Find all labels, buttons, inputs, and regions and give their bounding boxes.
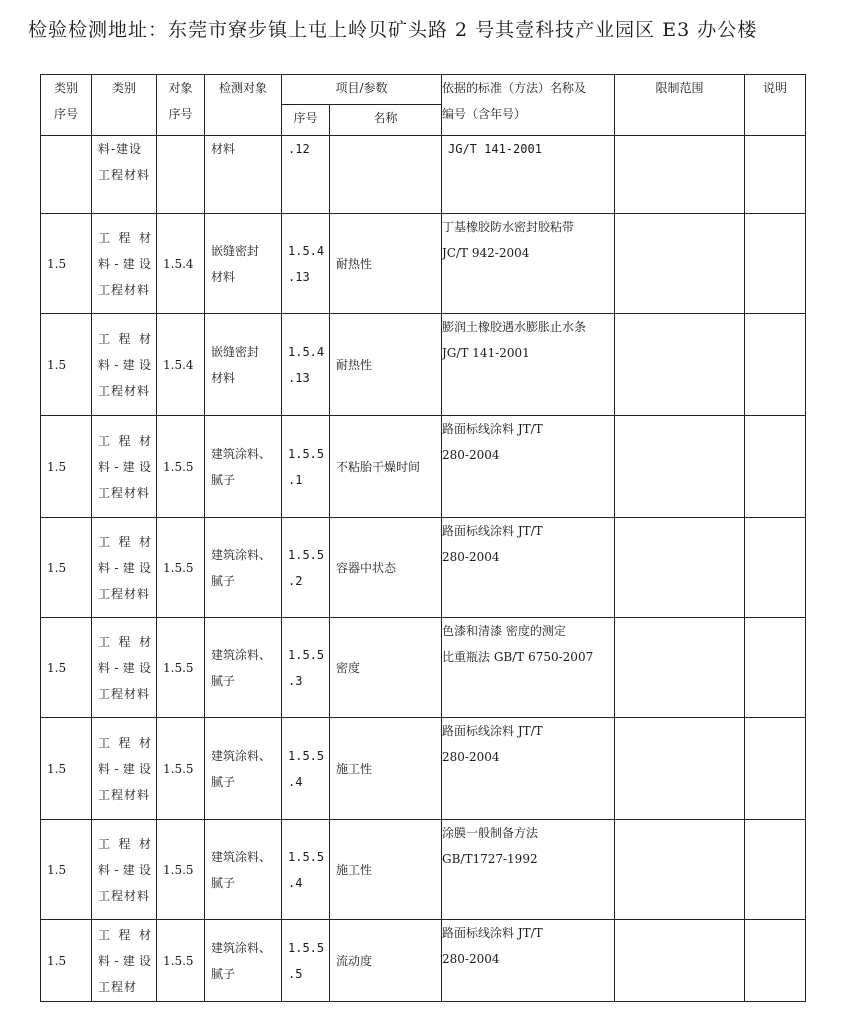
table-row xyxy=(41,618,806,718)
cell-limit xyxy=(615,518,745,618)
cell-note xyxy=(745,416,806,518)
cell-cat-seq: 1.5 xyxy=(41,820,92,920)
cell-limit xyxy=(615,718,745,820)
header-object: 检测对象 xyxy=(205,75,282,136)
cell-item-name: 容器中状态 xyxy=(330,518,442,618)
cell-standard: 路面标线涂料 JT/T 280-2004 xyxy=(442,416,615,518)
page-header-address: 检验检测地址：东莞市寮步镇上屯上岭贝矿头路 2 号其壹科技产业园区 E3 办公楼 xyxy=(28,19,758,41)
header-obj-seq: 对象 序号 xyxy=(157,75,205,136)
cell-category: 工程材料-建设工程材料 xyxy=(92,416,157,518)
cell-cat-seq: 1.5 xyxy=(41,718,92,820)
cell-cat-seq: 1.5 xyxy=(41,416,92,518)
cell-note xyxy=(745,718,806,820)
cell-obj-seq: 1.5.4 xyxy=(157,214,205,314)
cell-note xyxy=(745,820,806,920)
cell-limit xyxy=(615,920,745,1002)
table-row xyxy=(41,518,806,618)
cell-cat-seq: 1.5 xyxy=(41,518,92,618)
cell-object: 建筑涂料、 腻子 xyxy=(205,718,282,820)
cell-note xyxy=(745,920,806,1002)
cell-item-name: 不粘胎干燥时间 xyxy=(330,416,442,518)
header-cat-seq: 类别 序号 xyxy=(41,75,92,136)
cell-limit xyxy=(615,136,745,214)
cell-category: 工程材料-建设工程材料 xyxy=(92,618,157,718)
cell-standard: 涂膜一般制备方法 GB/T1727-1992 xyxy=(442,820,615,920)
cell-limit xyxy=(615,214,745,314)
cell-standard: 丁基橡胶防水密封胶粘带 JC/T 942-2004 xyxy=(442,214,615,314)
cell-object: 建筑涂料、 腻子 xyxy=(205,920,282,1002)
cell-obj-seq: 1.5.5 xyxy=(157,416,205,518)
cell-obj-seq: 1.5.5 xyxy=(157,820,205,920)
cell-item-name: 施工性 xyxy=(330,718,442,820)
cell-cat-seq: 1.5 xyxy=(41,214,92,314)
table-row xyxy=(41,920,806,1002)
cell-standard: JG/T 141-2001 xyxy=(442,136,615,214)
cell-item-seq: 1.5.5 .1 xyxy=(282,416,330,518)
cell-item-name: 流动度 xyxy=(330,920,442,1002)
cell-item-name: 耐热性 xyxy=(330,314,442,416)
cell-obj-seq: 1.5.5 xyxy=(157,718,205,820)
cell-standard: 膨润土橡胶遇水膨胀止水条 JG/T 141-2001 xyxy=(442,314,615,416)
cell-item-seq: 1.5.5 .5 xyxy=(282,920,330,1002)
cell-object: 建筑涂料、 腻子 xyxy=(205,618,282,718)
cell-obj-seq: 1.5.5 xyxy=(157,618,205,718)
cell-cat-seq: 1.5 xyxy=(41,618,92,718)
cell-limit xyxy=(615,416,745,518)
cell-obj-seq: 1.5.4 xyxy=(157,314,205,416)
cell-object: 嵌缝密封 材料 xyxy=(205,214,282,314)
cell-limit xyxy=(615,820,745,920)
table-row xyxy=(41,718,806,820)
cell-item-seq: 1.5.4 .13 xyxy=(282,214,330,314)
header-item-name: 名称 xyxy=(330,105,442,136)
cell-note xyxy=(745,518,806,618)
cell-item-seq: 1.5.5 .2 xyxy=(282,518,330,618)
qualification-table xyxy=(40,74,806,1002)
cell-note xyxy=(745,214,806,314)
cell-category: 工程材料-建设工程材料 xyxy=(92,718,157,820)
cell-object: 嵌缝密封 材料 xyxy=(205,314,282,416)
header-note: 说明 xyxy=(745,75,806,136)
header-item-seq: 序号 xyxy=(282,105,330,136)
header-standard: 依据的标准（方法）名称及 编号（含年号） xyxy=(442,75,615,136)
cell-cat-seq: 1.5 xyxy=(41,920,92,1002)
cell-object: 建筑涂料、 腻子 xyxy=(205,518,282,618)
cell-category: 工程材料-建设工程材料 xyxy=(92,214,157,314)
cell-category: 工程材料-建设工程材料 xyxy=(92,518,157,618)
cell-obj-seq xyxy=(157,136,205,214)
table-row xyxy=(41,416,806,518)
cell-category: 工程材料-建设工程材 xyxy=(92,920,157,1002)
cell-item-name: 密度 xyxy=(330,618,442,718)
cell-cat-seq xyxy=(41,136,92,214)
header-item-param: 项目/参数 xyxy=(282,75,442,105)
cell-standard: 路面标线涂料 JT/T 280-2004 xyxy=(442,518,615,618)
cell-object: 材料 xyxy=(205,136,282,214)
cell-standard: 路面标线涂料 JT/T 280-2004 xyxy=(442,920,615,1002)
header-limit: 限制范围 xyxy=(615,75,745,136)
cell-item-name: 施工性 xyxy=(330,820,442,920)
header-category: 类别 xyxy=(92,75,157,136)
cell-item-seq: 1.5.5 .4 xyxy=(282,718,330,820)
table-row xyxy=(41,314,806,416)
cell-item-seq: .12 xyxy=(282,136,330,214)
cell-obj-seq: 1.5.5 xyxy=(157,920,205,1002)
cell-obj-seq: 1.5.5 xyxy=(157,518,205,618)
cell-object: 建筑涂料、 腻子 xyxy=(205,416,282,518)
cell-note xyxy=(745,136,806,214)
cell-item-name xyxy=(330,136,442,214)
cell-note xyxy=(745,314,806,416)
cell-standard: 色漆和清漆 密度的测定 比重瓶法 GB/T 6750-2007 xyxy=(442,618,615,718)
cell-item-seq: 1.5.4 .13 xyxy=(282,314,330,416)
cell-limit xyxy=(615,618,745,718)
cell-category: 工程材料-建设工程材料 xyxy=(92,314,157,416)
cell-cat-seq: 1.5 xyxy=(41,314,92,416)
cell-item-seq: 1.5.5 .3 xyxy=(282,618,330,718)
cell-category: 工程材料-建设工程材料 xyxy=(92,820,157,920)
table-row xyxy=(41,820,806,920)
cell-item-seq: 1.5.5 .4 xyxy=(282,820,330,920)
cell-note xyxy=(745,618,806,718)
cell-item-name: 耐热性 xyxy=(330,214,442,314)
cell-limit xyxy=(615,314,745,416)
table-row xyxy=(41,136,806,214)
cell-category: 料-建设 工程材料 xyxy=(92,136,157,214)
table-row xyxy=(41,214,806,314)
cell-standard: 路面标线涂料 JT/T 280-2004 xyxy=(442,718,615,820)
cell-object: 建筑涂料、 腻子 xyxy=(205,820,282,920)
